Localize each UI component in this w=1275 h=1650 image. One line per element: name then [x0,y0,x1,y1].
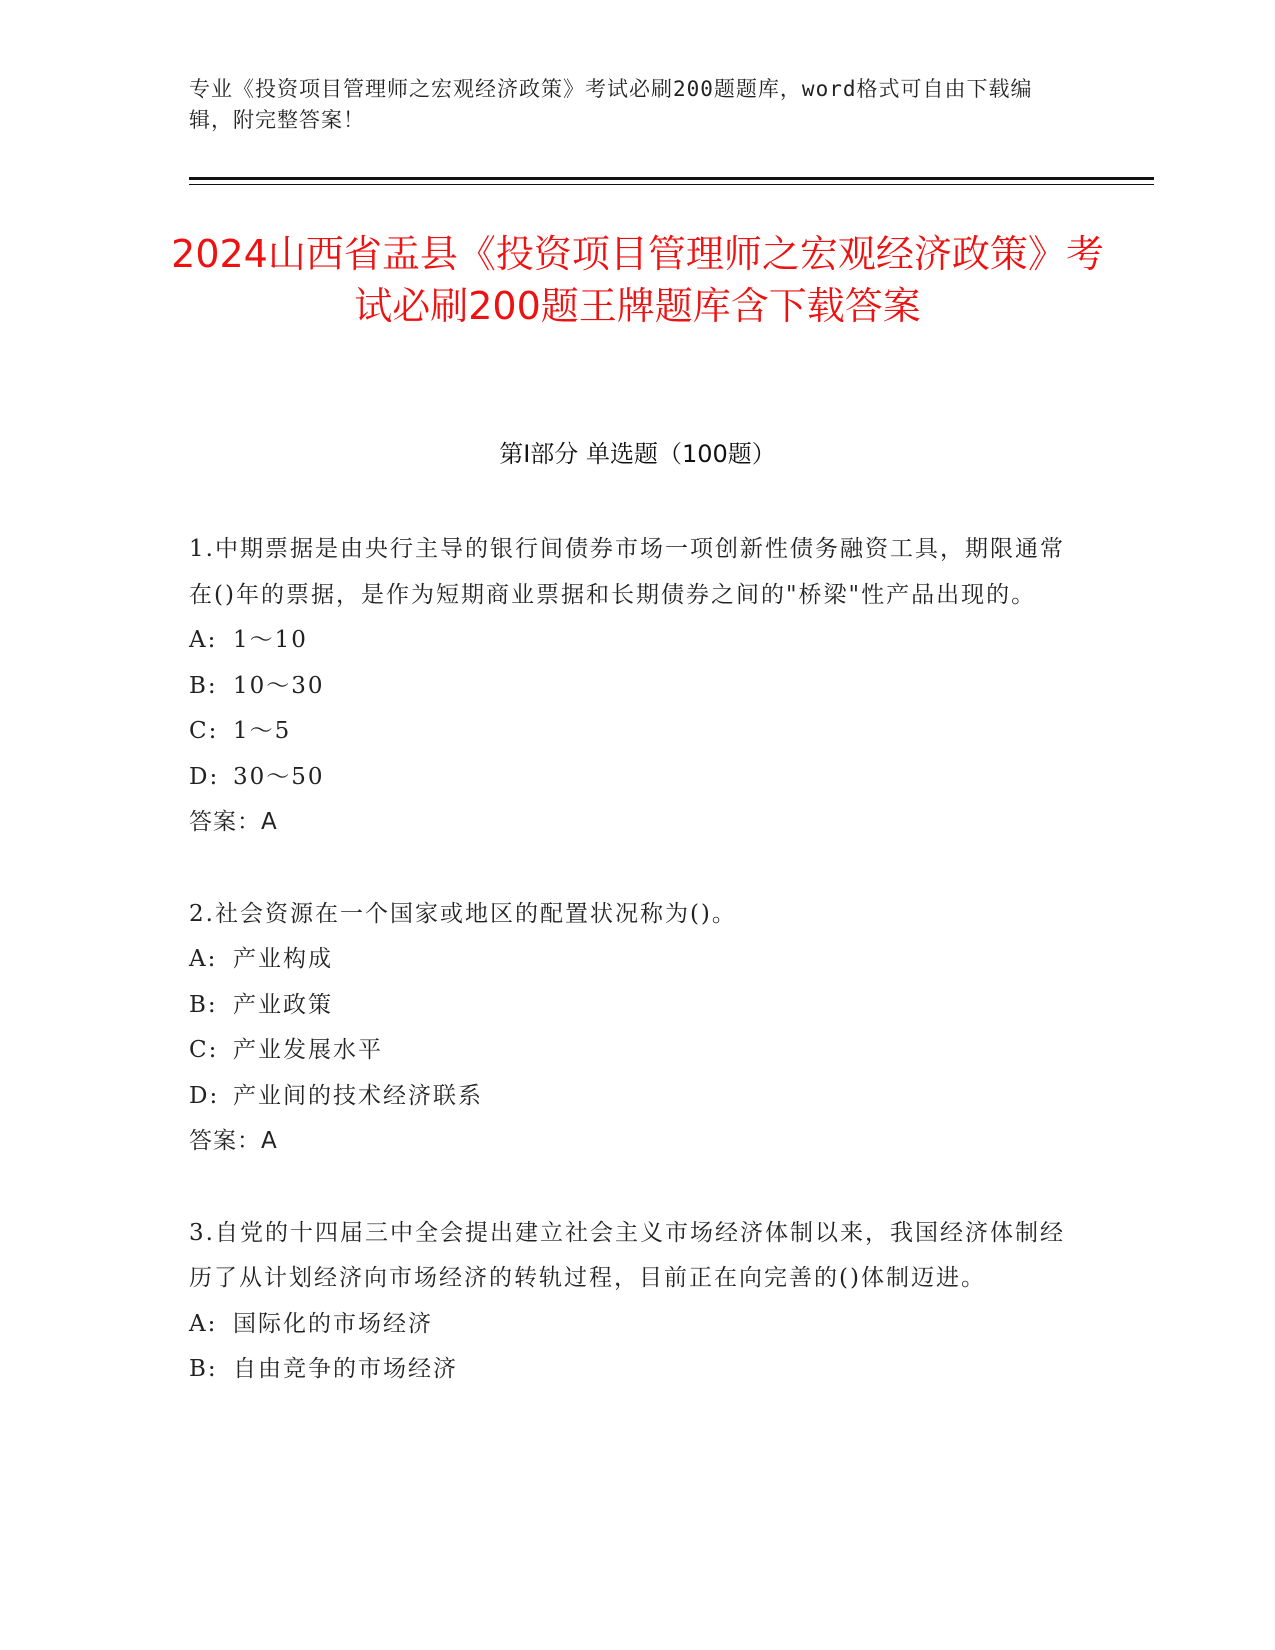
question-list [189,527,1079,1439]
option-text: 1～5 [233,718,292,744]
option-letter: B: [189,991,218,1018]
answer-option [189,618,1079,664]
document-title: 2024山西省盂县《投资项目管理师之宏观经济政策》考试必刷200题王牌题库含下载答案 [171,232,1104,328]
answer-option [189,937,1079,983]
answer-option [189,1074,1079,1120]
option-text: 产业发展水平 [233,1037,383,1063]
option-letter: D: [189,1082,220,1109]
option-text: 产业构成 [233,946,333,972]
option-text: 国际化的市场经济 [233,1310,433,1337]
question-block [189,527,1079,846]
option-text: 自由竞争的市场经济 [233,1356,458,1382]
option-text: 10～30 [233,672,325,699]
question-stem: 2.社会资源在一个国家或地区的配置状况称为()。 [189,900,737,927]
header-divider-thick [189,177,1154,180]
answer-key: 答案：A [189,1128,278,1154]
option-letter: A: [189,946,218,972]
answer-option [189,709,1079,755]
option-letter: C: [189,718,219,744]
option-letter: A: [189,627,218,653]
question-stem: 1.中期票据是由央行主导的银行间债券市场一项创新性债务融资工具，期限通常在()年的票据，是作为短期商业票据和长期债券之间的"桥梁"性产品出现的。 [189,536,1065,608]
answer-option [189,664,1079,710]
option-letter: D: [189,763,220,790]
option-letter: A: [189,1310,218,1337]
answer-option [189,1302,1079,1348]
option-letter: B: [189,672,218,699]
question-block [189,1211,1079,1393]
answer-option [189,983,1079,1029]
header-divider-thin [189,184,1154,185]
option-text: 30～50 [233,763,325,790]
section-title: 第I部分 单选题（100题） [499,440,776,468]
answer-option [189,1028,1079,1074]
question-block [189,892,1079,1165]
answer-key: 答案：A [189,809,278,835]
answer-option [189,1347,1079,1393]
header-note: 专业《投资项目管理师之宏观经济政策》考试必刷200题题库，word格式可自由下载编辑，附完整答案！ [189,77,1033,132]
option-letter: C: [189,1037,219,1063]
option-text: 产业间的技术经济联系 [233,1082,483,1109]
option-letter: B: [189,1356,218,1382]
option-text: 1～10 [233,627,308,653]
answer-option [189,755,1079,801]
question-stem: 3.自党的十四届三中全会提出建立社会主义市场经济体制以来，我国经济体制经历了从计划经济向市场经济的转轨过程，目前正在向完善的()体制迈进。 [189,1219,1065,1291]
option-text: 产业政策 [233,991,333,1018]
